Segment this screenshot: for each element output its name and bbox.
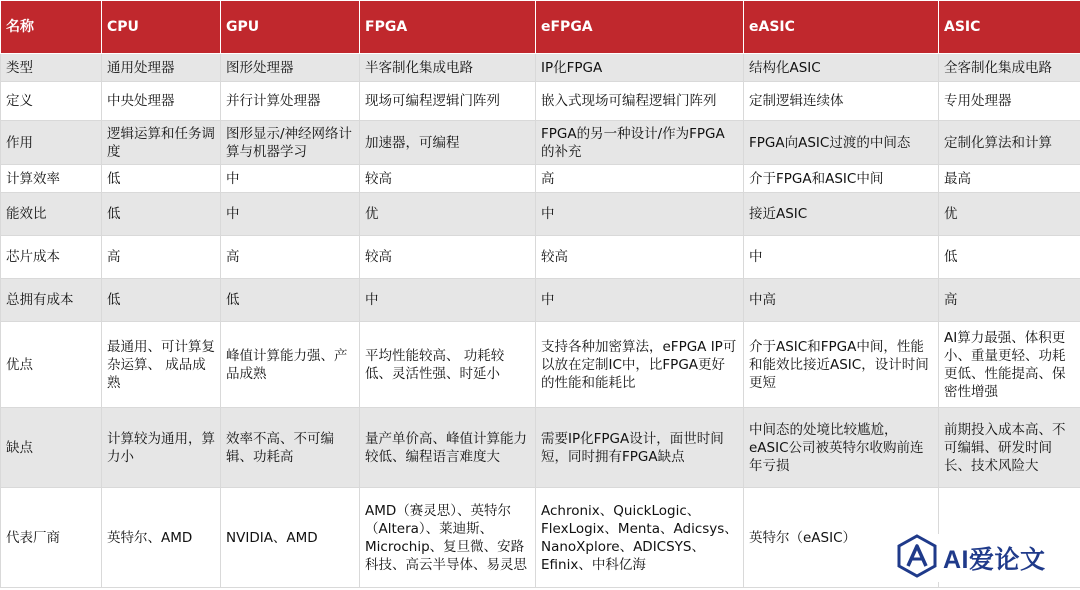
table-cell: 介于ASIC和FPGA中间，性能和能效比接近ASIC，设计时间更短 xyxy=(744,322,939,408)
table-row xyxy=(1,236,1080,279)
header-cell: GPU xyxy=(221,1,360,54)
table-cell: 全客制化集成电路 xyxy=(939,54,1080,82)
row-label: 总拥有成本 xyxy=(1,279,102,322)
table-cell: 高 xyxy=(939,279,1080,322)
table-cell: 英特尔（eASIC） xyxy=(744,488,939,588)
table-cell: 接近ASIC xyxy=(744,193,939,236)
table-cell: 图形处理器 xyxy=(221,54,360,82)
row-label: 计算效率 xyxy=(1,165,102,193)
table-cell: FPGA的另一种设计/作为FPGA的补充 xyxy=(536,121,744,165)
table-cell: 嵌入式现场可编程逻辑门阵列 xyxy=(536,82,744,121)
table-row xyxy=(1,322,1080,408)
table-cell: 低 xyxy=(102,193,221,236)
table-cell: 最通用、可计算复杂运算、 成品成熟 xyxy=(102,322,221,408)
table-cell: 峰值计算能力强、产品成熟 xyxy=(221,322,360,408)
table-cell: 现场可编程逻辑门阵列 xyxy=(360,82,536,121)
table-cell: 中 xyxy=(221,193,360,236)
table-cell: 低 xyxy=(102,279,221,322)
table-cell: 需要IP化FPGA设计，面世时间短，同时拥有FPGA缺点 xyxy=(536,408,744,488)
table-cell: 较高 xyxy=(360,236,536,279)
table-cell: 中高 xyxy=(744,279,939,322)
table-cell: 英特尔、AMD xyxy=(102,488,221,588)
table-row xyxy=(1,121,1080,165)
table-cell: AI算力最强、体积更小、重量更轻、功耗更低、性能提高、保密性增强 xyxy=(939,322,1080,408)
table-cell: 前期投入成本高、不可编辑、研发时间长、技术风险大 xyxy=(939,408,1080,488)
table-cell: 图形显示/神经网络计算与机器学习 xyxy=(221,121,360,165)
header-cell: eASIC xyxy=(744,1,939,54)
table-cell: Achronix、QuickLogic、FlexLogix、Menta、Adicsys、NanoXplore、ADICSYS、Efinix、中科亿海 xyxy=(536,488,744,588)
table-header-row xyxy=(1,1,1080,54)
table-cell: NVIDIA、AMD xyxy=(221,488,360,588)
table-cell: 定制化算法和计算 xyxy=(939,121,1080,165)
table-cell: 并行计算处理器 xyxy=(221,82,360,121)
table-cell: 定制逻辑连续体 xyxy=(744,82,939,121)
table-cell: 专用处理器 xyxy=(939,82,1080,121)
row-label: 缺点 xyxy=(1,408,102,488)
table-cell: 优 xyxy=(939,193,1080,236)
table-cell: 中央处理器 xyxy=(102,82,221,121)
table-cell: 量产单价高、峰值计算能力较低、编程语言难度大 xyxy=(360,408,536,488)
table-row xyxy=(1,54,1080,82)
table-row xyxy=(1,193,1080,236)
table-cell: 加速器，可编程 xyxy=(360,121,536,165)
header-cell: eFPGA xyxy=(536,1,744,54)
table-cell: AMD（赛灵思）、英特尔（Altera）、莱迪斯、Microchip、复旦微、安路科技、高云半导体、易灵思 xyxy=(360,488,536,588)
header-cell: 名称 xyxy=(1,1,102,54)
table-cell: IP化FPGA xyxy=(536,54,744,82)
row-label: 能效比 xyxy=(1,193,102,236)
table-cell: 较高 xyxy=(536,236,744,279)
row-label: 类型 xyxy=(1,54,102,82)
header-cell: ASIC xyxy=(939,1,1080,54)
table-cell: 平均性能较高、 功耗较低、灵活性强、时延小 xyxy=(360,322,536,408)
header-cell: FPGA xyxy=(360,1,536,54)
table-cell: 中 xyxy=(360,279,536,322)
row-label: 优点 xyxy=(1,322,102,408)
table-cell: 高 xyxy=(102,236,221,279)
table-cell: 中 xyxy=(221,165,360,193)
row-label: 定义 xyxy=(1,82,102,121)
row-label: 作用 xyxy=(1,121,102,165)
table-cell: 介于FPGA和ASIC中间 xyxy=(744,165,939,193)
table-cell: 最高 xyxy=(939,165,1080,193)
table-cell: 低 xyxy=(102,165,221,193)
table-cell: 高 xyxy=(221,236,360,279)
table-cell: 支持各种加密算法，eFPGA IP可以放在定制IC中，比FPGA更好的性能和能耗比 xyxy=(536,322,744,408)
header-cell: CPU xyxy=(102,1,221,54)
ai-logo-icon xyxy=(895,534,939,582)
table-cell: 结构化ASIC xyxy=(744,54,939,82)
table-cell: 中 xyxy=(536,279,744,322)
table-cell: FPGA向ASIC过渡的中间态 xyxy=(744,121,939,165)
table-cell: 优 xyxy=(360,193,536,236)
table-cell: 效率不高、不可编辑、功耗高 xyxy=(221,408,360,488)
table-cell: 中 xyxy=(744,236,939,279)
table-cell: 半客制化集成电路 xyxy=(360,54,536,82)
table-cell: 中 xyxy=(536,193,744,236)
table-cell: 较高 xyxy=(360,165,536,193)
table-cell: 计算较为通用，算力小 xyxy=(102,408,221,488)
table-row xyxy=(1,165,1080,193)
table-cell: 逻辑运算和任务调度 xyxy=(102,121,221,165)
table-cell: 低 xyxy=(939,236,1080,279)
watermark-text: AI爱论文 xyxy=(943,546,1046,574)
table-cell: 通用处理器 xyxy=(102,54,221,82)
table-cell: 高 xyxy=(536,165,744,193)
table-row xyxy=(1,279,1080,322)
watermark xyxy=(895,534,1070,582)
table-cell: 低 xyxy=(221,279,360,322)
row-label: 芯片成本 xyxy=(1,236,102,279)
table-row xyxy=(1,82,1080,121)
table-row xyxy=(1,408,1080,488)
row-label: 代表厂商 xyxy=(1,488,102,588)
table-cell: 中间态的处境比较尴尬，eASIC公司被英特尔收购前连年亏损 xyxy=(744,408,939,488)
